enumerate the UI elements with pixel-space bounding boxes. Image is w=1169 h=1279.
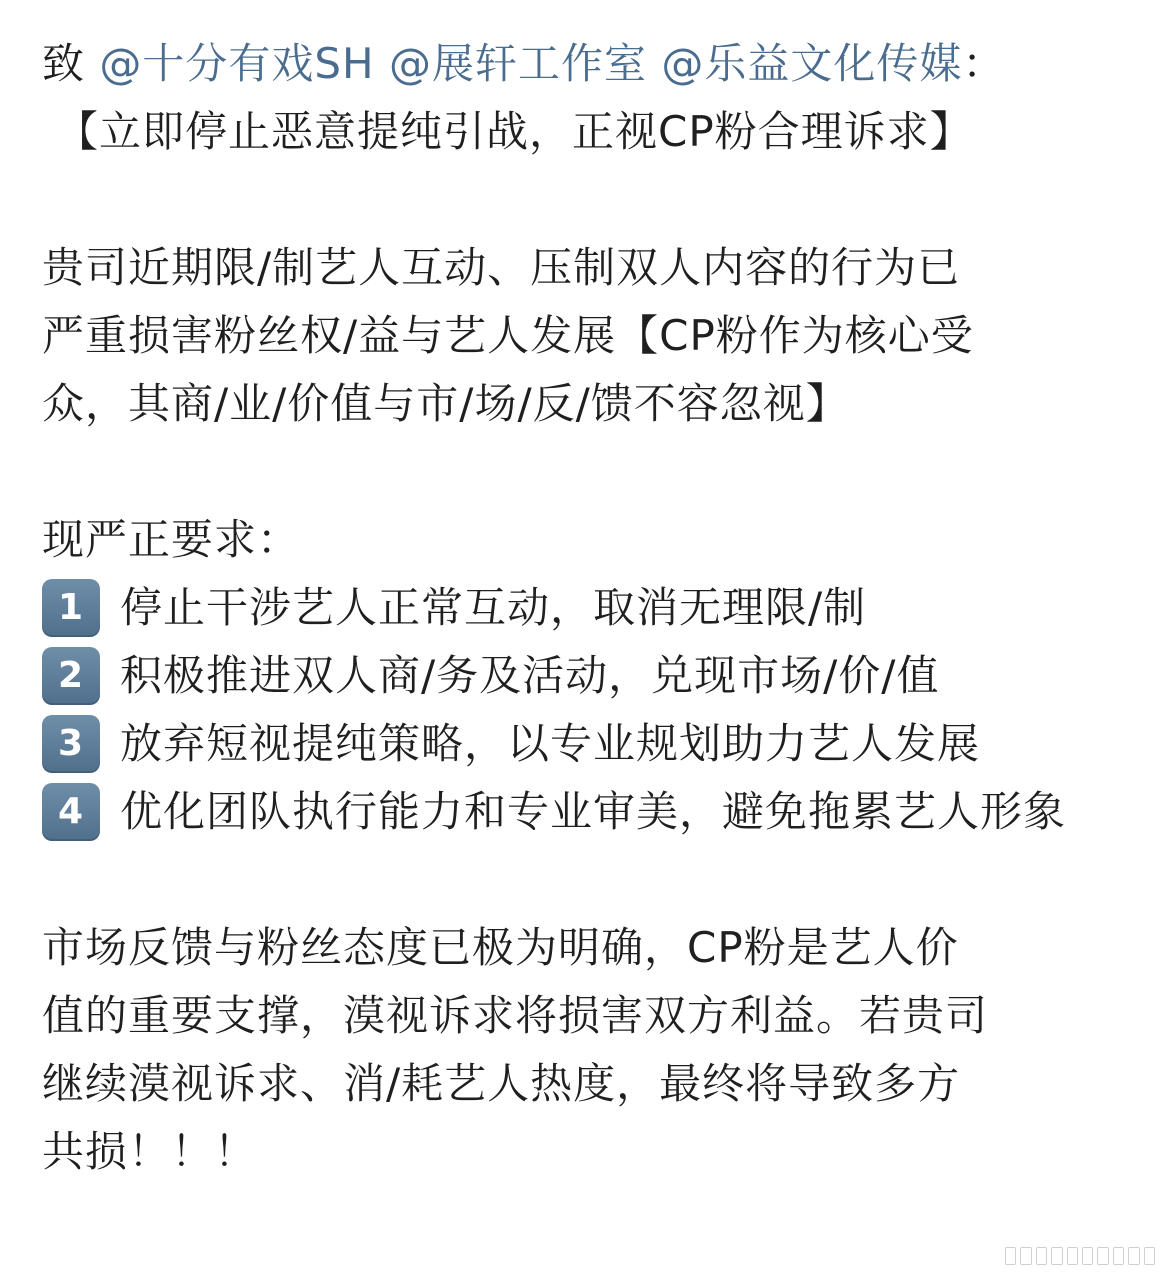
requirements-heading: 现严正要求： xyxy=(42,515,301,564)
list-item xyxy=(42,574,1132,642)
keycap-1-icon: 1 xyxy=(42,579,100,637)
list-item xyxy=(42,642,1132,710)
list-item xyxy=(42,710,1132,778)
keycap-3-icon: 3 xyxy=(42,715,100,773)
requirement-text: 优化团队执行能力和专业审美，避免拖累艺人形象 xyxy=(120,787,1067,836)
keycap-4-icon: 4 xyxy=(42,783,100,841)
spacer xyxy=(42,846,1132,914)
closing-line: 值的重要支撑，漠视诉求将损害双方利益。若贵司 xyxy=(42,991,989,1040)
requirement-text: 积极推进双人商/务及活动，兑现市场/价/值 xyxy=(120,651,940,700)
closing-line: 共损！！！ xyxy=(42,1127,258,1176)
requirement-text: 停止干涉艺人正常互动，取消无理限/制 xyxy=(120,583,867,632)
closing-line: 继续漠视诉求、消/耗艺人热度，最终将导致多方 xyxy=(42,1059,961,1108)
list-item xyxy=(42,778,1132,846)
mention-zhanxuan-studio[interactable]: @展轩工作室 xyxy=(388,39,647,88)
mention-leyi-culture[interactable]: @乐益文化传媒 xyxy=(661,39,963,88)
greeting-line xyxy=(42,30,1132,98)
keycap-2-icon: 2 xyxy=(42,647,100,705)
watermark xyxy=(1005,1247,1155,1265)
paragraph1-line: 严重损害粉丝权/益与艺人发展【CP粉作为核心受 xyxy=(42,311,974,360)
paragraph1-line: 贵司近期限/制艺人互动、压制双人内容的行为已 xyxy=(42,243,961,292)
closing-line: 市场反馈与粉丝态度已极为明确，CP粉是艺人价 xyxy=(42,923,959,972)
post-body xyxy=(42,30,1132,1186)
greeting-prefix: 致 xyxy=(42,39,86,88)
spacer xyxy=(42,166,1132,234)
spacer xyxy=(42,438,1132,506)
requirement-text: 放弃短视提纯策略，以专业规划助力艺人发展 xyxy=(120,719,981,768)
mention-shifen-youxi[interactable]: @十分有戏SH xyxy=(99,39,375,88)
post-title: 【立即停止恶意提纯引战，正视CP粉合理诉求】 xyxy=(56,107,973,156)
greeting-suffix: ： xyxy=(962,39,1006,88)
paragraph1-line: 众，其商/业/价值与市/场/反/馈不容忽视】 xyxy=(42,379,849,428)
